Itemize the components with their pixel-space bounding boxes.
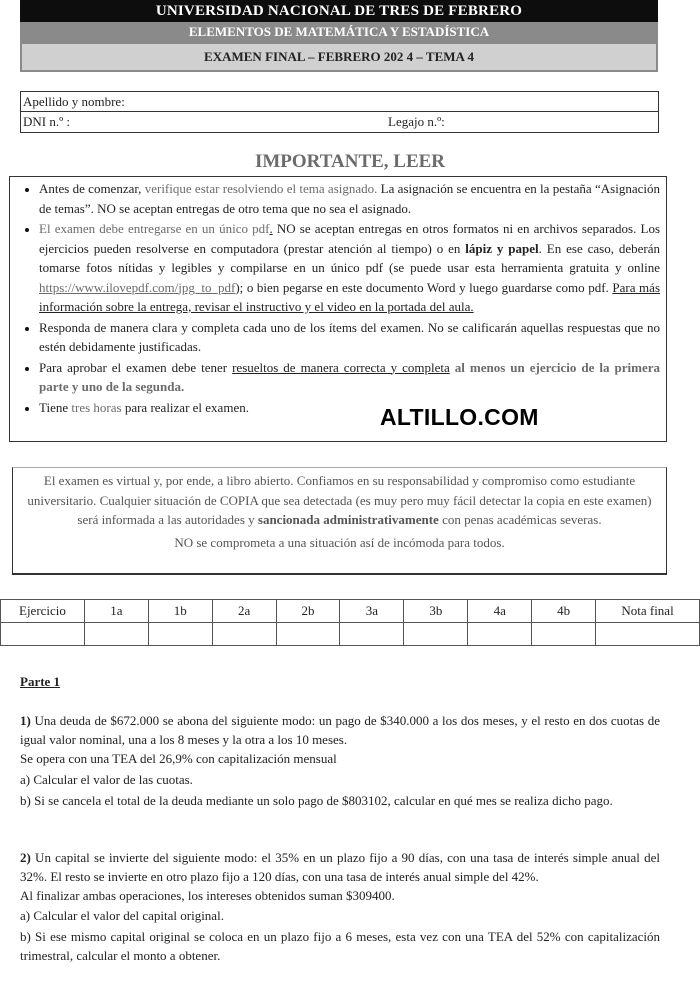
grade-cell[interactable] <box>212 623 276 646</box>
name-label: Apellido y nombre: <box>23 94 125 109</box>
grades-header-cell: 4b <box>532 600 596 623</box>
instruction-item: • Para aprobar el examen debe tener resueltos de manera correcta y completa al menos un ejercicio de la primera parte y uno de la segunda. <box>39 358 660 397</box>
exercise-1-item-b: b) Si se cancela el total de la deuda mediante un solo pago de $803102, calcular en qué mes se realiza dicho pago. <box>20 793 613 808</box>
grades-header-cell: 1a <box>84 600 148 623</box>
grades-header-cell: 2b <box>276 600 340 623</box>
more-info-link[interactable]: Para más información sobre la entrega, revisar el instructivo y el video en la portada del aula. <box>39 279 660 314</box>
exercise-1-statement: 1) Una deuda de $672.000 se abona del siguiente modo: un pago de $340.000 a los dos meses, y el resto en dos cuotas de igual valor nominal, una a los 8 meses y la otra a los 10 meses. <box>20 713 660 747</box>
grade-cell[interactable] <box>340 623 404 646</box>
grade-cell[interactable] <box>148 623 212 646</box>
grades-header-cell: 3a <box>340 600 404 623</box>
exercise-2-interest: Al finalizar ambas operaciones, los intereses obtenidos suman $309400. <box>20 888 395 903</box>
grade-cell[interactable] <box>1 623 85 646</box>
important-title: IMPORTANTE, LEER <box>254 151 446 172</box>
student-info-box <box>20 91 659 133</box>
instruction-item: • El examen debe entregarse en un único pdf. NO se aceptan entregas en otros formatos ni en archivos separados. Los ejercicios pueden resolverse en computadora (prestar atención al tiempo) o en lápiz y papel. En ese caso, deberán tomarse fotos nítidas y legibles y compilarse en un único pdf (se puede usar esta herramienta gratuita y online https://www.ilovepdf.com/jpg_to_pdf); o bien pegarse en este documento Word y luego guardarse como pdf. Para más información sobre la entrega, revisar el instructivo y el video en la portada del aula. <box>39 219 660 317</box>
parte-1-title: Parte 1 <box>20 674 61 689</box>
grades-header-cell: Ejercicio <box>1 600 85 623</box>
instructions-list <box>10 179 660 417</box>
notice-warning: NO se comprometa a una situación así de incómoda para todos. <box>174 534 505 550</box>
grades-header-row <box>1 600 700 623</box>
notice-paragraph: El examen es virtual y, por ende, a libro abierto. Confiamos en su responsabilidad y compromiso como estudiante universitario. Cualquier situación de COPIA que sea detectada (es muy pero muy fácil detectar la copia en este examen) será informada a las autoridades y sancionada administrativamente con penas académicas severas. <box>27 473 652 527</box>
exercise-2-item-b: b) Si ese mismo capital original se coloca en un plazo fijo a 6 meses, esta vez con una TEA del 52% con capitalización trimestral, calcular el monto a obtener. <box>20 929 660 963</box>
grades-header-cell: Nota final <box>596 600 700 623</box>
grade-cell[interactable] <box>468 623 532 646</box>
ilovepdf-link[interactable]: https://www.ilovepdf.com/jpg_to_pdf <box>39 279 236 295</box>
instruction-item: • Responda de manera clara y completa cada uno de los ítems del examen. No se calificarán aquellas respuestas que no estén debidamente justificadas. <box>39 318 660 357</box>
exercise-1-item-a: a) Calcular el valor de las cuotas. <box>20 772 193 787</box>
legajo-label: Legajo n.º: <box>388 114 445 129</box>
exercise-2-statement: 2) Un capital se invierte del siguiente modo: el 35% en un plazo fijo a 90 días, con una tasa de interés simple anual del 32%. El resto se invierte en otro plazo fijo a 120 días, con una tasa de interés anual simple del 42%. <box>20 850 660 884</box>
subject-title: ELEMENTOS DE MATEMÁTICA Y ESTADÍSTICA <box>20 22 658 42</box>
instruction-item: • Tiene tres horas para realizar el examen. <box>39 398 660 418</box>
exercise-1-rate: Se opera con una TEA del 26,9% con capitalización mensual <box>20 751 337 766</box>
name-row <box>21 92 658 112</box>
grades-header-cell: 3b <box>404 600 468 623</box>
exercise-2-item-a: a) Calcular el valor del capital original. <box>20 908 224 923</box>
grades-header-cell: 2a <box>212 600 276 623</box>
dni-label: DNI n.º : <box>23 114 70 129</box>
university-title: UNIVERSIDAD NACIONAL DE TRES DE FEBRERO <box>20 0 658 22</box>
instruction-item: • Antes de comenzar, verifique estar resolviendo el tema asignado. La asignación se encuentra en la pestaña “Asignación de temas”. NO se aceptan entregas de otro tema que no sea el asignado. <box>39 179 660 218</box>
grade-cell[interactable] <box>276 623 340 646</box>
copy-notice-box <box>12 467 667 575</box>
exam-title: EXAMEN FINAL – FEBRERO 202 4 – TEMA 4 <box>20 42 658 72</box>
grade-cell[interactable] <box>84 623 148 646</box>
grade-cell[interactable] <box>532 623 596 646</box>
grade-cell[interactable] <box>596 623 700 646</box>
grades-table <box>0 599 700 646</box>
grades-score-row <box>1 623 700 646</box>
grade-cell[interactable] <box>404 623 468 646</box>
grades-header-cell: 1b <box>148 600 212 623</box>
id-row <box>21 112 658 132</box>
altillo-watermark: ALTILLO.COM <box>380 404 539 430</box>
instructions-box <box>9 176 667 442</box>
grades-header-cell: 4a <box>468 600 532 623</box>
